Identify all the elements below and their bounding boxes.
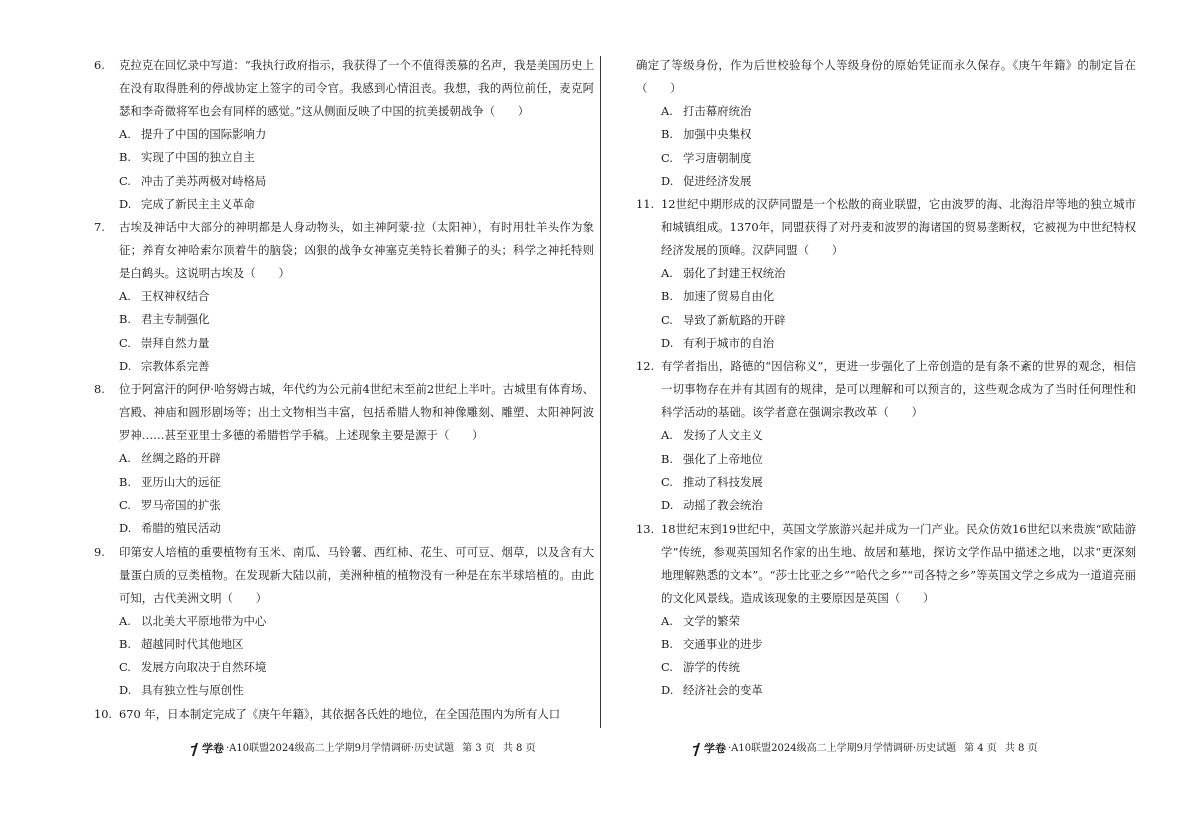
option-c <box>94 656 594 679</box>
option-label: B. <box>119 150 131 165</box>
option-label: C. <box>119 335 131 350</box>
option-text: 导致了新航路的开辟 <box>683 312 786 327</box>
option-d <box>94 355 594 378</box>
brand-logo-icon <box>692 742 701 757</box>
option-text: 提升了中国的国际影响力 <box>141 127 267 141</box>
option-label: D. <box>661 683 674 698</box>
question-number: 6. <box>94 58 105 72</box>
question-number: 11. <box>636 197 655 212</box>
option-d <box>94 193 594 216</box>
option-b <box>94 308 594 331</box>
page-footer-left <box>190 741 536 757</box>
option-text: 王权神权结合 <box>141 289 210 304</box>
option-a <box>94 123 594 146</box>
option-a <box>636 610 1136 633</box>
question-stem: 18世纪末到19世纪中，英国文学旅游兴起并成为一门产业。民众仿效16世纪以来贵族“欧陆游学”传统，参观英国知名作家的出生地、故居和墓地，探访文学作品中描述之地，以求“更深刻地理解熟悉的文本”。“莎士比亚之乡”“哈代之乡”“司各特之乡”等英国文学之乡成为一道道亮丽的文化风景线。造成该现象的主要原因是英国（ ） <box>661 521 1136 605</box>
option-text: 有利于城市的自治 <box>683 336 775 351</box>
question-stem: 古埃及神话中大部分的神明都是人身动物头，如主神阿蒙·拉（太阳神），有时用牡羊头作为象征；养育女神哈索尔顶着牛的脑袋；凶狠的战争女神塞克美特长着狮子的头；科学之神托特则是白鹤头。这说明古埃及（ ） <box>119 220 594 281</box>
option-c <box>94 332 594 355</box>
question-number: 9. <box>94 544 105 559</box>
option-a <box>636 262 1136 285</box>
option-text: 罗马帝国的扩张 <box>141 497 221 512</box>
option-text: 促进经济发展 <box>683 173 752 188</box>
option-label: B. <box>661 289 673 304</box>
option-text: 加速了贸易自由化 <box>683 289 775 304</box>
question-7 <box>94 216 594 378</box>
option-text: 动摇了教会统治 <box>683 498 763 513</box>
option-label: A. <box>119 289 131 304</box>
option-d <box>636 170 1136 193</box>
option-d <box>94 679 594 702</box>
option-label: B. <box>119 312 131 327</box>
footer-title: ·A10联盟2024级高二上学期9月学情调研·历史试题 <box>226 743 455 754</box>
option-text: 文学的繁荣 <box>683 613 740 628</box>
question-10-continued <box>636 54 1136 193</box>
option-d <box>94 517 594 540</box>
option-label: C. <box>661 150 673 165</box>
option-text: 打击幕府统治 <box>683 104 752 118</box>
option-text: 推动了科技发展 <box>683 474 763 489</box>
exam-page-left <box>94 54 594 726</box>
footer-page-total: 共 8 页 <box>1004 743 1038 754</box>
option-a <box>94 610 594 633</box>
option-b <box>636 123 1136 146</box>
question-number: 13. <box>636 521 655 536</box>
option-a <box>636 424 1136 447</box>
question-stem: 位于阿富汗的阿伊·哈努姆古城，年代约为公元前4世纪末至前2世纪上半叶。古城里有体育场、宫殿、神庙和圆形剧场等；出土文物相当丰富，包括希腊人物和神像雕刻、雕塑、太阳神阿波罗神……甚至亚里士多德的希腊哲学手稿。上述现象主要是源于（ ） <box>119 382 594 443</box>
option-b <box>636 448 1136 471</box>
option-text: 超越同时代其他地区 <box>141 636 244 651</box>
option-text: 经济社会的变革 <box>683 683 763 698</box>
option-label: D. <box>119 683 132 698</box>
option-text: 亚历山大的远征 <box>141 474 221 489</box>
option-text: 实现了中国的独立自主 <box>141 150 255 165</box>
option-label: B. <box>119 636 131 651</box>
option-label: C. <box>661 474 673 489</box>
option-label: A. <box>119 613 131 628</box>
option-text: 弱化了封建王权统治 <box>683 266 786 281</box>
exam-page-right <box>636 54 1136 703</box>
question-11 <box>636 193 1136 355</box>
question-9 <box>94 541 594 703</box>
question-13 <box>636 518 1136 703</box>
question-number: 7. <box>94 220 105 235</box>
option-label: C. <box>119 497 131 512</box>
page-divider <box>600 56 601 728</box>
option-a <box>94 285 594 308</box>
option-text: 交通事业的进步 <box>683 636 763 651</box>
footer-title: ·A10联盟2024级高二上学期9月学情调研·历史试题 <box>728 743 957 754</box>
question-stem: 确定了等级身份，作为后世校验每个人等级身份的原始凭证而永久保存。《庚午年籍》的制定旨在（ ） <box>636 58 1136 95</box>
option-b <box>636 633 1136 656</box>
option-c <box>636 656 1136 679</box>
question-stem: 670 年，日本制定完成了《庚午年籍》，其依据各氏姓的地位，在全国范围内为所有人口 <box>119 706 561 721</box>
option-b <box>94 146 594 169</box>
option-label: D. <box>661 336 674 351</box>
question-12 <box>636 355 1136 517</box>
footer-page-total: 共 8 页 <box>502 743 536 754</box>
brand-logo-icon <box>190 742 199 757</box>
option-text: 强化了上帝地位 <box>683 451 763 466</box>
option-c <box>94 170 594 193</box>
option-text: 游学的传统 <box>683 660 740 675</box>
option-text: 君主专制强化 <box>141 312 210 327</box>
option-b <box>94 633 594 656</box>
option-label: A. <box>119 451 131 466</box>
question-8 <box>94 378 594 540</box>
question-6 <box>94 54 594 216</box>
page-footer-right <box>692 741 1038 757</box>
question-number: 10. <box>94 706 113 721</box>
option-label: D. <box>661 173 674 188</box>
brand-logo-text: 学卷 <box>202 742 224 755</box>
option-label: A. <box>661 266 673 281</box>
option-label: C. <box>661 660 673 675</box>
option-label: C. <box>119 660 131 675</box>
question-stem: 有学者指出，路德的“因信称义”，更进一步强化了上帝创造的是有条不紊的世界的观念，相信一切事物存在并有其固有的规律，是可以理解和可以预言的，这些观念成为了当时任何理性和科学活动的基础。该学者意在强调宗教改革（ ） <box>661 359 1136 420</box>
question-number: 12. <box>636 359 655 374</box>
option-d <box>636 494 1136 517</box>
option-label: C. <box>661 312 673 327</box>
option-a <box>94 447 594 470</box>
option-text: 崇拜自然力量 <box>141 335 210 350</box>
option-label: B. <box>661 636 673 651</box>
option-label: B. <box>119 474 131 489</box>
option-a <box>636 100 1136 123</box>
question-stem: 印第安人培植的重要植物有玉米、南瓜、马铃薯、西红柿、花生、可可豆、烟草，以及含有大量蛋白质的豆类植物。在发现新大陆以前，美洲种植的植物没有一种是在东半球培植的。由此可知，古代美洲文明（ ） <box>119 544 594 605</box>
option-text: 希腊的殖民活动 <box>141 521 221 536</box>
option-text: 丝绸之路的开辟 <box>141 451 221 466</box>
question-number: 8. <box>94 382 105 397</box>
option-c <box>636 309 1136 332</box>
option-text: 发扬了人文主义 <box>683 428 763 443</box>
option-label: B. <box>661 127 673 142</box>
option-label: A. <box>661 613 673 628</box>
option-label: A. <box>661 428 673 443</box>
option-c <box>636 471 1136 494</box>
option-label: A. <box>661 104 673 118</box>
option-d <box>636 332 1136 355</box>
question-stem: 12世纪中期形成的汉萨同盟是一个松散的商业联盟，它由波罗的海、北海沿岸等地的独立城市和城镇组成。1370年，同盟获得了对丹麦和波罗的海诸国的贸易垄断权，它被视为中世纪特权经济发展的顶峰。汉萨同盟（ ） <box>661 197 1136 258</box>
option-label: D. <box>661 498 674 513</box>
option-label: B. <box>661 451 673 466</box>
option-text: 发展方向取决于自然环境 <box>141 660 267 675</box>
question-10 <box>94 703 594 726</box>
footer-page-number: 第 4 页 <box>964 743 997 754</box>
option-c <box>636 147 1136 170</box>
option-label: A. <box>119 127 131 141</box>
option-text: 具有独立性与原创性 <box>141 683 244 698</box>
option-c <box>94 494 594 517</box>
option-d <box>636 679 1136 702</box>
option-label: D. <box>119 359 132 374</box>
option-label: D. <box>119 521 132 536</box>
option-b <box>636 285 1136 308</box>
footer-page-number: 第 3 页 <box>462 743 495 754</box>
option-text: 加强中央集权 <box>683 127 752 142</box>
question-stem: 克拉克在回忆录中写道：“我执行政府指示，我获得了一个不值得羡慕的名声，我是美国历史上在没有取得胜利的停战协定上签字的司令官。我感到心情沮丧。我想，我的两位前任，麦克阿瑟和李奇微将军也会有同样的感觉。”这从侧面反映了中国的抗美援朝战争（ ） <box>119 58 594 118</box>
option-text: 完成了新民主主义革命 <box>141 196 255 211</box>
option-label: C. <box>119 173 131 188</box>
option-text: 学习唐朝制度 <box>683 150 752 165</box>
brand-logo-text: 学卷 <box>704 742 726 755</box>
option-text: 冲击了美苏两极对峙格局 <box>141 173 267 188</box>
option-b <box>94 471 594 494</box>
option-text: 宗教体系完善 <box>141 359 210 374</box>
option-text: 以北美大平原地带为中心 <box>141 613 267 628</box>
option-label: D. <box>119 196 132 211</box>
